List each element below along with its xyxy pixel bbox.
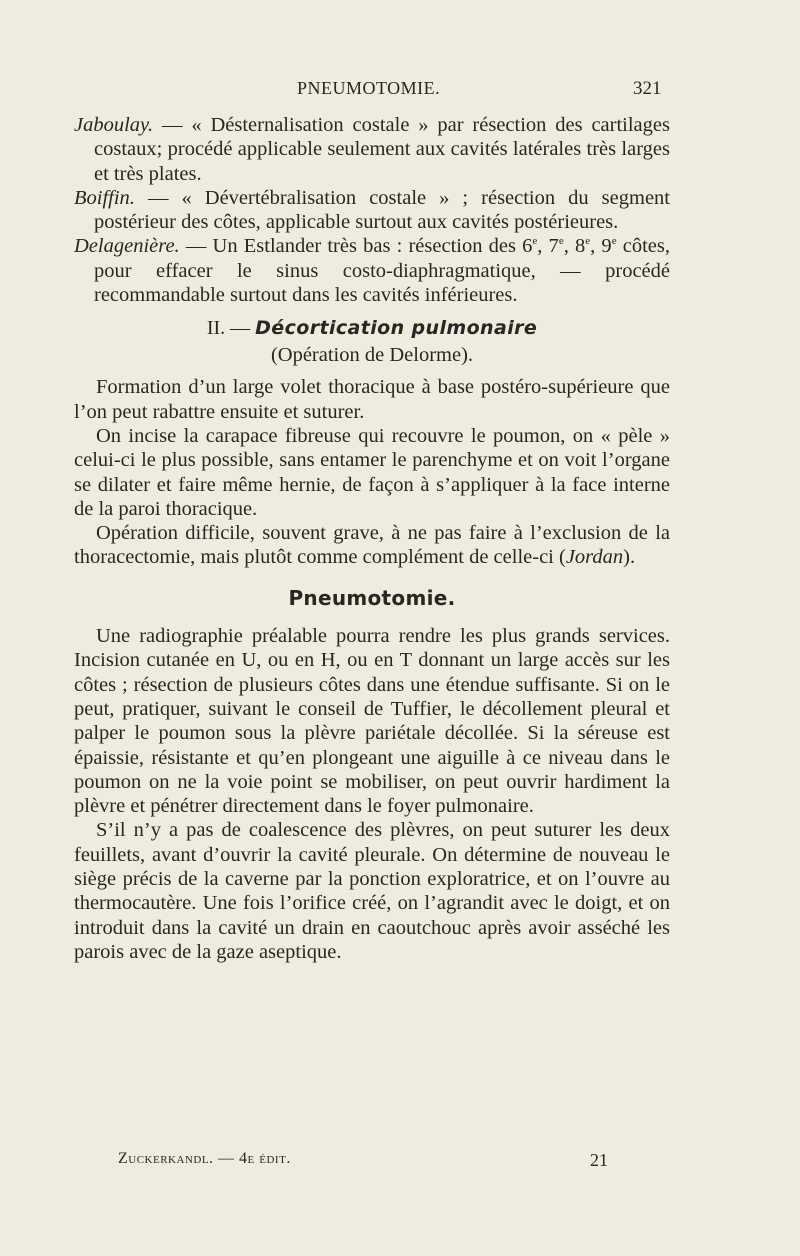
paragraph: On incise la carapace fibreuse qui recouvre le poumon, on « pèle » celui-ci le plus possible, sans entamer le parenchyme et on voit l’organe se dilater et faire même hernie, de façon à s’appliquer à la face interne de la paroi thoracique.: [74, 424, 670, 520]
paragraph: S’il n’y a pas de coalescence des plèvres, on peut suturer les deux feuillets, avant d’ouvrir la cavité pleurale. On détermine de nouveau le siège précis de la caverne par la ponction exploratrice, et on l’ouvre au thermocautère. Une fois l’orifice créé, on l’agrandit avec le doigt, et on introduit dans la cavité un drain en caoutchouc après avoir asséché les parois avec de la gaze aseptique.: [74, 819, 670, 963]
paragraph-text: ).: [623, 546, 636, 569]
cited-author: Jordan: [565, 546, 624, 569]
entry-text: — Un Estlander très bas : résection des 6: [179, 235, 533, 258]
ordinal-suffix: e: [532, 235, 538, 248]
entry-boiffin: [74, 186, 670, 235]
running-title: PNEUMOTOMIE.: [297, 78, 441, 98]
ordinal-suffix: e: [558, 235, 564, 248]
printer-signature: Zuckerkandl. — 4e édit.: [118, 1150, 291, 1167]
entry-text: côtes, pour effacer le sinus costo-diaphragmatique, — procédé recommandable surtout dans les cavités inférieures.: [94, 235, 670, 307]
entry-delageniere: [74, 234, 670, 307]
entry-text: — « Désternalisation costale » par résection des cartilages costaux; procédé applicable seulement aux cavités latérales très larges et très plates.: [94, 114, 670, 185]
entry-author: Delagenière.: [74, 235, 180, 258]
paragraph: Formation d’un large volet thoracique à base postéro-supérieure que l’on peut rabattre ensuite et suturer.: [74, 376, 670, 423]
entry-text: , 7: [537, 235, 559, 258]
entry-text: , 9: [590, 235, 612, 258]
page-footer: [0, 1150, 800, 1174]
chapter-heading: Pneumotomie.: [288, 585, 456, 610]
entry-jaboulay: [74, 113, 670, 186]
entry-text: , 8: [563, 235, 586, 258]
paragraph-complement: [74, 521, 670, 570]
ordinal-suffix: e: [611, 235, 617, 248]
running-head: [0, 78, 800, 102]
section-number: II. —: [206, 317, 256, 340]
section-heading: [74, 315, 670, 341]
ordinal-suffix: e: [585, 235, 591, 248]
section-title: Décortication pulmonaire: [255, 317, 538, 340]
entry-text: — « Dévertébralisation costale » ; résection du segment postérieur des côtes, applicable surtout aux cavités postérieures.: [94, 186, 670, 234]
paragraph: Une radiographie préalable pourra rendre les plus grands services. Incision cutanée en U, ou en H, ou en T donnant un large accès sur les côtes ; résection de plusieurs côtes dans une étendue suffisante. Si on le peut, pratiquer, suivant le conseil de Tuffier, le décollement pleural et palper le poumon sous la plèvre pariétale décollée. Si la séreuse est épaissie, résistante et qu’en plongeant une aiguille à ce niveau dans le poumon on ne la voie point se mobiliser, on peut ouvrir hardiment la plèvre et pénétrer directement dans le foyer pulmonaire.: [74, 625, 670, 818]
entry-author: Boiffin.: [74, 186, 135, 209]
section-subtitle: (Opération de Delorme).: [270, 344, 474, 367]
sheet-number: 21: [590, 1150, 608, 1170]
paragraph-text: Opération difficile, souvent grave, à ne pas faire à l’exclusion de la thoracectomie, mais plutôt comme complément de celle-ci (: [74, 522, 670, 569]
page-number: 321: [633, 78, 662, 99]
entry-author: Jaboulay.: [74, 114, 154, 136]
body-text: [74, 113, 670, 964]
